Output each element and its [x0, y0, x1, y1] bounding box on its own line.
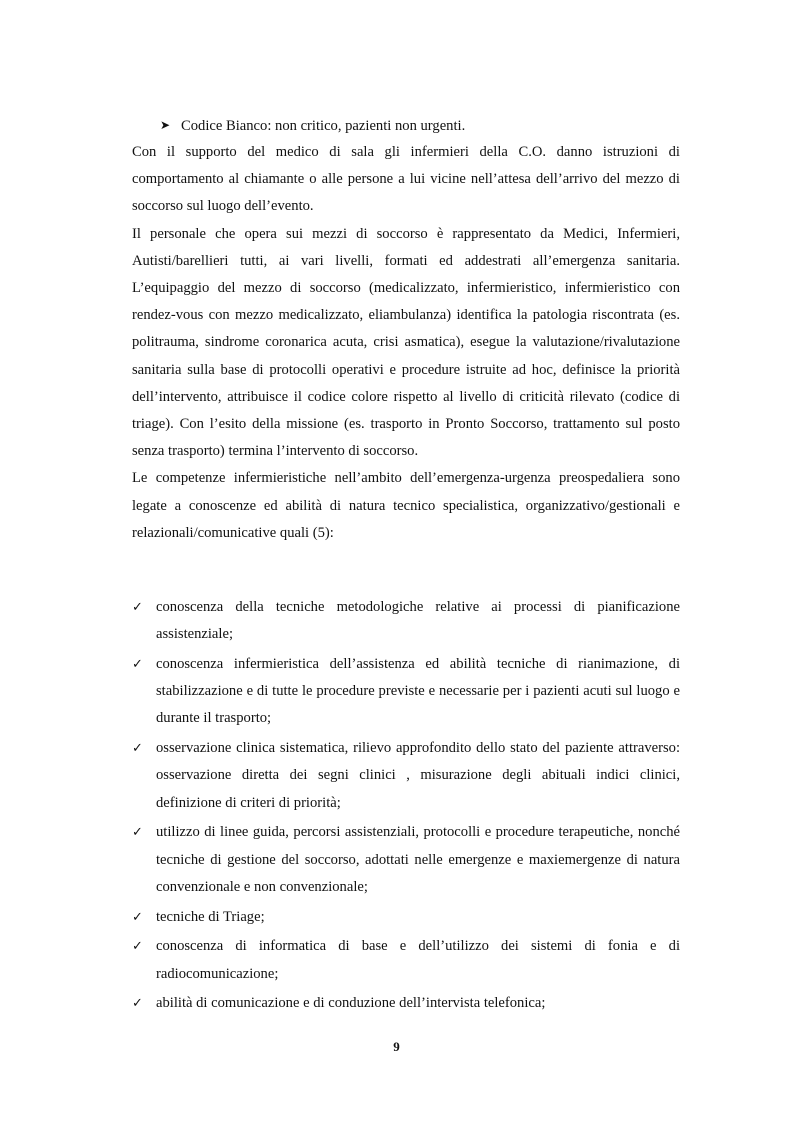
checkmark-icon: ✓ [132, 939, 143, 955]
intro-bullet [160, 112, 465, 139]
list-item [132, 594, 680, 648]
list-item [132, 990, 680, 1017]
checkmark-icon: ✓ [132, 657, 143, 672]
paragraph-personnel: Il personale che opera sui mezzi di soccorso è rappresentato da Medici, Infermieri, Autisti/barellieri tutti, ai vari livelli, formati ed addestrati all’emergenza sanitaria. L’equipaggio del mezzo di soccorso (medicalizzato, infermieristico, infermieristico con rendez-vous con mezzo medicalizzato, eliambulanza) identifica la patologia riscontrata (es. politrauma, sindrome coronarica acuta, crisi asmatica), esegue la valutazione/rivalutazione sanitaria sulla base di protocolli operativi e procedure istruite ad hoc, definisce la priorità dell’intervento, attribuisce il codice colore rispetto al livello di criticità rilevato (codice di triage). Con l’esito della missione (es. trasporto in Pronto Soccorso, trattamento sul posto senza trasporto) termina l’intervento di soccorso. [132, 225, 680, 460]
checkmark-icon: ✓ [132, 909, 143, 925]
page-number: 9 [393, 1039, 400, 1054]
arrow-bullet-icon: ➤ [160, 118, 171, 132]
paragraph-competences: Le competenze infermieristiche nell’ambito dell’emergenza-urgenza preospedaliera sono legate a conoscenze ed abilità di natura tecnico specialistica, organizzativo/gestionali e relazionali/comunicative quali (5): [132, 470, 680, 541]
list-item [132, 819, 680, 901]
list-item [132, 651, 680, 733]
list-item-text: osservazione clinica sistematica, rilievo approfondito dello stato del paziente attraverso: osservazione diretta dei segni clinici , misurazione degli abituali indici clinici, definizione di criteri di priorità; [156, 740, 680, 811]
list-item-text: abilità di comunicazione e di conduzione dell’intervista telefonica; [156, 995, 546, 1012]
intro-bullet-text: Codice Bianco: non critico, pazienti non urgenti. [181, 118, 466, 134]
list-item-text: utilizzo di linee guida, percorsi assistenziali, protocolli e procedure terapeutiche, nonché tecniche di gestione del soccorso, adottati nelle emergenze e maxiemergenze di natura convenzionale e non convenzionale; [156, 824, 680, 895]
checkmark-icon: ✓ [132, 600, 143, 615]
list-item [132, 933, 680, 987]
competence-checklist [132, 594, 680, 1020]
paragraph-support: Con il supporto del medico di sala gli infermieri della C.O. danno istruzioni di comportamento al chiamante o alle persone a lui vicine nell’attesa dell’arrivo del mezzo di soccorso sul luogo dell’evento. [132, 144, 680, 215]
checkmark-icon: ✓ [132, 825, 143, 841]
body-text [132, 139, 680, 547]
list-item-text: conoscenza della tecniche metodologiche relative ai processi di pianificazione assistenziale; [156, 599, 680, 643]
checkmark-icon: ✓ [132, 996, 143, 1012]
list-item [132, 904, 680, 931]
list-item-text: tecniche di Triage; [156, 908, 265, 925]
list-item-text: conoscenza infermieristica dell’assistenza ed abilità tecniche di rianimazione, di stabilizzazione e di tutte le procedure previste e necessarie per i pazienti acuti sul luogo e durante il trasporto; [156, 656, 680, 727]
list-item-text: conoscenza di informatica di base e dell’utilizzo dei sistemi di fonia e di radiocomunicazione; [156, 938, 680, 982]
list-item [132, 735, 680, 817]
checkmark-icon: ✓ [132, 741, 143, 757]
